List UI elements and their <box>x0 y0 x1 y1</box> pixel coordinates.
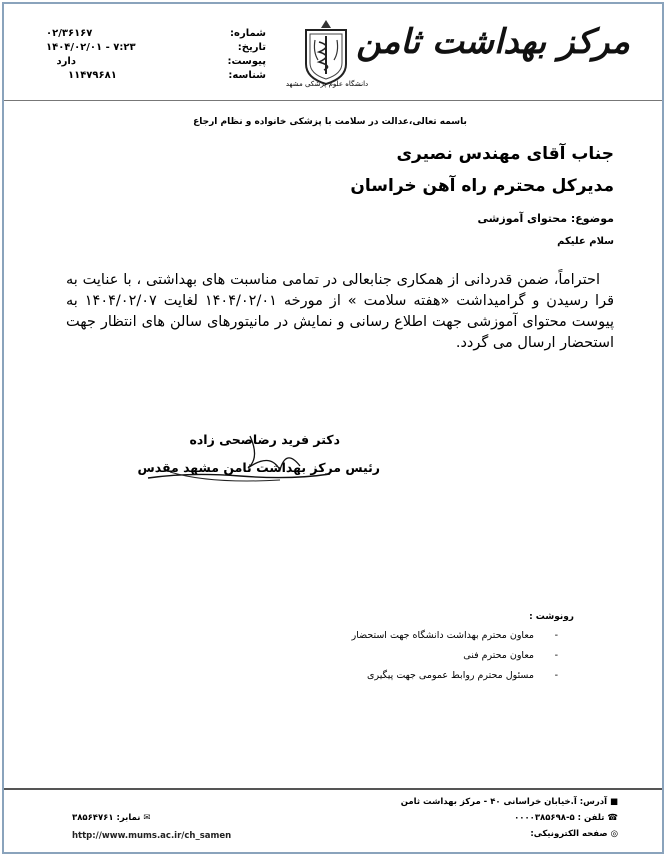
cc-item-text: معاون محترم فنی <box>463 650 534 661</box>
subject: موضوع: محتوای آموزشی <box>477 212 614 225</box>
cc-item-text: معاون محترم بهداشت دانشگاه جهت استحضار <box>351 630 534 641</box>
letter-date-label: تاریخ: <box>237 42 266 53</box>
letter-meta <box>46 28 266 84</box>
footer-address: ■ آدرس: آ.خیابان خراسانی ۴۰ - مرکز بهداشت ثامن <box>400 797 618 807</box>
meta-row-date <box>46 42 266 56</box>
fax-icon: ✉ <box>143 813 151 823</box>
greeting: سلام علیکم <box>557 236 614 247</box>
location-icon: ■ <box>609 797 618 807</box>
meta-row-id <box>46 70 266 84</box>
org-title: مرکز بهداشت ثامن <box>356 22 630 62</box>
footer-divider <box>4 788 662 790</box>
cc-list <box>238 630 558 690</box>
motto: باسمه تعالی،عدالت در سلامت با پزشکی خانواده و نظام ارجاع <box>193 117 467 127</box>
recipient-title: مدیرکل محترم راه آهن خراسان <box>350 176 614 196</box>
letter-id: ۱۱۴۷۹۶۸۱ <box>68 70 117 81</box>
letter-number: ۰۲/۳۶۱۶۷ <box>46 28 93 39</box>
cc-dash: - <box>554 630 558 641</box>
footer-phone: ☎ تلفن : ۵-۰۰۰۰۳۸۵۶۹۸ <box>514 813 618 823</box>
cc-heading: رونوشت : <box>529 612 574 622</box>
signatory-title: رئیس مرکز بهداشت ثامن مشهد مقدس <box>137 460 380 475</box>
cc-item <box>238 630 558 650</box>
cc-item <box>238 650 558 670</box>
letter-attachment: دارد <box>56 56 76 67</box>
letter-body: احتراماً، ضمن قدردانی از همکاری جنابعالی در تمامی مناسبت های بهداشتی ، با عنایت به قرا رسیدن و گرامیداشت «هفته سلامت » از مورخه ۱۴۰۴/۰۲/۰۱ لغایت ۱۴۰۴/۰۲/۰۷ به پیوست محتوای آموزشی جهت اطلاع رسانی و نمایش در مانیتورهای سالن های انتظار جهت استحضار ارسال می گردد. <box>66 272 614 351</box>
signature-block <box>130 428 380 492</box>
cc-dash: - <box>554 670 558 681</box>
footer-url[interactable]: http://www.mums.ac.ir/ch_samen <box>72 831 232 841</box>
footer-website-label: ◎ صفحه الکترونیکی: <box>530 829 618 839</box>
header-divider <box>4 100 662 101</box>
meta-row-number <box>46 28 266 42</box>
phone-icon: ☎ <box>607 813 618 823</box>
letter-id-label: شناسه: <box>228 70 266 81</box>
letter-date: ۱۴۰۴/۰۲/۰۱ - ۷:۲۳ <box>46 42 136 53</box>
letter-attachment-label: پیوست: <box>227 56 266 67</box>
signatory-name: دکتر فرید رضاصحی زاده <box>189 432 340 447</box>
cc-dash: - <box>554 650 558 661</box>
meta-row-attachment <box>46 56 266 70</box>
cc-item <box>238 670 558 690</box>
footer-fax: ✉ نمابر: ۳۸۵۶۴۷۶۱ <box>72 813 151 823</box>
web-icon: ◎ <box>610 829 618 839</box>
recipient-name: جناب آقای مهندس نصیری <box>396 144 614 164</box>
emblem-caption: دانشگاه علوم پزشکی مشهد <box>285 80 369 88</box>
cc-item-text: مسئول محترم روابط عمومی جهت پیگیری <box>367 670 534 681</box>
handwritten-signature <box>130 428 380 492</box>
letter-number-label: شماره: <box>230 28 266 39</box>
